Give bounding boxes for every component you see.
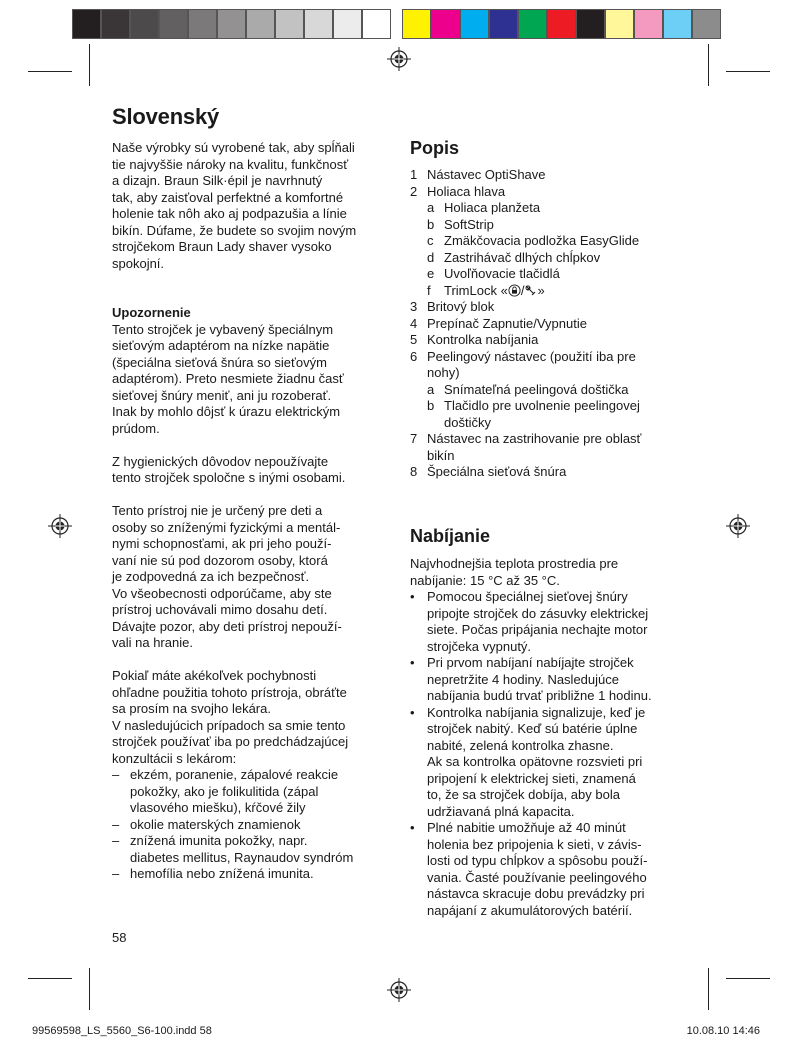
color-swatch bbox=[489, 9, 518, 39]
list-item: – znížená imunita pokožky, napr. diabetes mellitus, Raynaudov syndróm bbox=[112, 833, 354, 865]
hygiene-paragraph: Z hygienických dôvodov nepoužívajte tento strojček spoločne s inými osobami. bbox=[112, 453, 346, 485]
list-item: – ekzém, poranenie, zápalové reakcie pokožky, ako je folikulitida (zápal vlasového miešku), kŕčové žily bbox=[112, 767, 339, 815]
left-column bbox=[112, 140, 397, 883]
warning-paragraph: Tento strojček je vybavený špeciálnym sieťovým adaptérom na nízke napätie (špeciálna sieťová šnúra so sieťovým adaptérom). Preto nesmiete žiadnu časť sieťovej šnúry meniť, ani ju rozoberať. Inak by mohlo dôjsť k úrazu elektrickým prúdom. bbox=[112, 321, 344, 436]
list-item: • Pomocou špeciálnej sieťovej šnúry pripojte strojček do zásuvky elektrickej siete. Počas pripájania nechajte motor strojčeka vypnutý. bbox=[410, 589, 649, 654]
list-item: – hemofília nebo znížená imunita. bbox=[112, 866, 314, 881]
color-swatch bbox=[246, 9, 275, 39]
popis-list bbox=[410, 167, 700, 481]
color-swatch bbox=[362, 9, 391, 39]
color-swatch bbox=[460, 9, 489, 39]
list-item: 7 Nástavec na zastrihovanie pre oblasť bikín bbox=[410, 431, 642, 463]
color-swatch bbox=[692, 9, 721, 39]
footer-timestamp: 10.08.10 14:46 bbox=[686, 1025, 760, 1037]
list-item: • Kontrolka nabíjania signalizuje, keď je strojček nabitý. Keď sú batérie úplne nabité, zelená kontrolka zhasne. Ak sa kontrolka opätovne rozsvieti pri pripojení k elektrickej sieti, znamená to, že sa strojček dobíja, aby bola udržiavaná plná kapacita. bbox=[410, 704, 646, 819]
list-item: 1 Nástavec OptiShave bbox=[410, 167, 546, 182]
color-swatch bbox=[634, 9, 663, 39]
warning-heading: Upozornenie bbox=[112, 305, 191, 320]
color-swatch bbox=[101, 9, 130, 39]
color-swatch bbox=[547, 9, 576, 39]
conditions-list bbox=[112, 767, 397, 883]
page-number: 58 bbox=[112, 930, 127, 945]
list-item: a Holiaca planžeta bbox=[427, 200, 541, 215]
color-swatch bbox=[663, 9, 692, 39]
list-item: f TrimLock « / » bbox=[427, 282, 545, 298]
doctor-paragraph: Pokiaľ máte akékoľvek pochybnosti ohľadne použitia tohoto prístroja, obráťte sa prosím na svojho lekára. V nasledujúcich prípadoch sa smie tento strojček používať iba po predchádzajúcej konzultácii s lekárom: bbox=[112, 668, 349, 766]
trimmer-icon bbox=[524, 284, 537, 297]
charging-list bbox=[410, 589, 700, 919]
color-swatch bbox=[605, 9, 634, 39]
color-swatch bbox=[431, 9, 460, 39]
page-title: Slovenský bbox=[112, 104, 220, 129]
crop-mark bbox=[708, 44, 709, 86]
list-item: 4 Prepínač Zapnutie/Vypnutie bbox=[410, 315, 587, 331]
charging-heading: Nabíjanie bbox=[410, 526, 491, 546]
list-item: 8 Špeciálna sieťová šnúra bbox=[410, 464, 567, 479]
color-swatch bbox=[402, 9, 431, 39]
color-calibration-bar bbox=[402, 9, 721, 39]
crop-mark bbox=[89, 44, 90, 86]
color-swatch bbox=[130, 9, 159, 39]
color-swatch bbox=[518, 9, 547, 39]
registration-mark-icon bbox=[387, 978, 411, 1002]
children-paragraph: Tento prístroj nie je určený pre deti a osoby so zníženými fyzickými a mentál- nymi schopnosťami, ak pri jeho použí- vaní nie sú pod dozorom osoby, ktorá je zodpovedná za ich bezpečnosť. Vo všeobecnosti odporúčame, aby ste prístroj uchovávali mimo dosahu detí. Dávajte pozor, aby deti prístroj nepouží- vali na hranie. bbox=[112, 503, 342, 650]
list-item: 5 Kontrolka nabíjania bbox=[410, 332, 539, 347]
crop-mark bbox=[708, 968, 709, 1010]
list-item: a Snímateľná peelingová doštička bbox=[427, 381, 629, 397]
color-swatch bbox=[159, 9, 188, 39]
gray-calibration-bar bbox=[72, 9, 391, 39]
charging-intro: Najvhodnejšia teplota prostredia pre nabíjanie: 15 °C až 35 °C. bbox=[410, 556, 619, 588]
color-swatch bbox=[72, 9, 101, 39]
list-item: e Uvoľňovacie tlačidlá bbox=[427, 266, 560, 281]
crop-mark bbox=[89, 968, 90, 1010]
list-item: d Zastrihávač dlhých chĺpkov bbox=[427, 249, 601, 265]
charging-section bbox=[410, 556, 700, 919]
list-item: 6 Peelingový nástavec (použití iba pre nohy) bbox=[410, 348, 636, 380]
list-item: 3 Britový blok bbox=[410, 299, 495, 314]
list-item: • Pri prvom nabíjaní nabíjajte strojček nepretržite 4 hodiny. Nasledujúce nabíjania budú trvať približne 1 hodinu. bbox=[410, 655, 652, 703]
list-item: • Plné nabitie umožňuje až 40 minút holenia bez pripojenia k sieti, v závis- losti od typu chĺpkov a spôsobu použí- vania. Časté používanie peelingového nástavca skracuje dobu prevádzky pri napájaní z akumulátorových batérií. bbox=[410, 820, 648, 918]
popis-heading: Popis bbox=[410, 138, 460, 158]
list-item: 2 Holiaca hlava bbox=[410, 183, 506, 199]
list-item: b Tlačidlo pre uvolnenie peelingovej doštičky bbox=[427, 398, 640, 430]
crop-mark bbox=[28, 71, 72, 72]
intro-paragraph: Naše výrobky sú vyrobené tak, aby spĺňali tie najvyššie nároky na kvalitu, funkčnosť a dizajn. Braun Silk·épil je navrhnutý tak, aby zaisťoval perfektné a komfortné holenie tak nôh ako aj podpazušia a línie bikín. Dúfame, že budete so svojim novým strojčekom Braun Lady shaver vysoko spokojní. bbox=[112, 140, 357, 271]
color-swatch bbox=[576, 9, 605, 39]
list-item: – okolie materských znamienok bbox=[112, 816, 301, 832]
list-item: b SoftStrip bbox=[427, 216, 494, 232]
registration-mark-icon bbox=[726, 514, 750, 538]
list-item: c Zmäkčovacia podložka EasyGlide bbox=[427, 233, 640, 248]
registration-mark-icon bbox=[387, 47, 411, 71]
crop-mark bbox=[28, 978, 72, 979]
color-swatch bbox=[333, 9, 362, 39]
crop-mark bbox=[726, 71, 770, 72]
footer-filename: 99569598_LS_5560_S6-100.indd 58 bbox=[32, 1025, 212, 1037]
lock-closed-icon bbox=[508, 284, 521, 297]
color-swatch bbox=[275, 9, 304, 39]
registration-mark-icon bbox=[48, 514, 72, 538]
color-swatch bbox=[188, 9, 217, 39]
color-swatch bbox=[217, 9, 246, 39]
crop-mark bbox=[726, 978, 770, 979]
color-swatch bbox=[304, 9, 333, 39]
